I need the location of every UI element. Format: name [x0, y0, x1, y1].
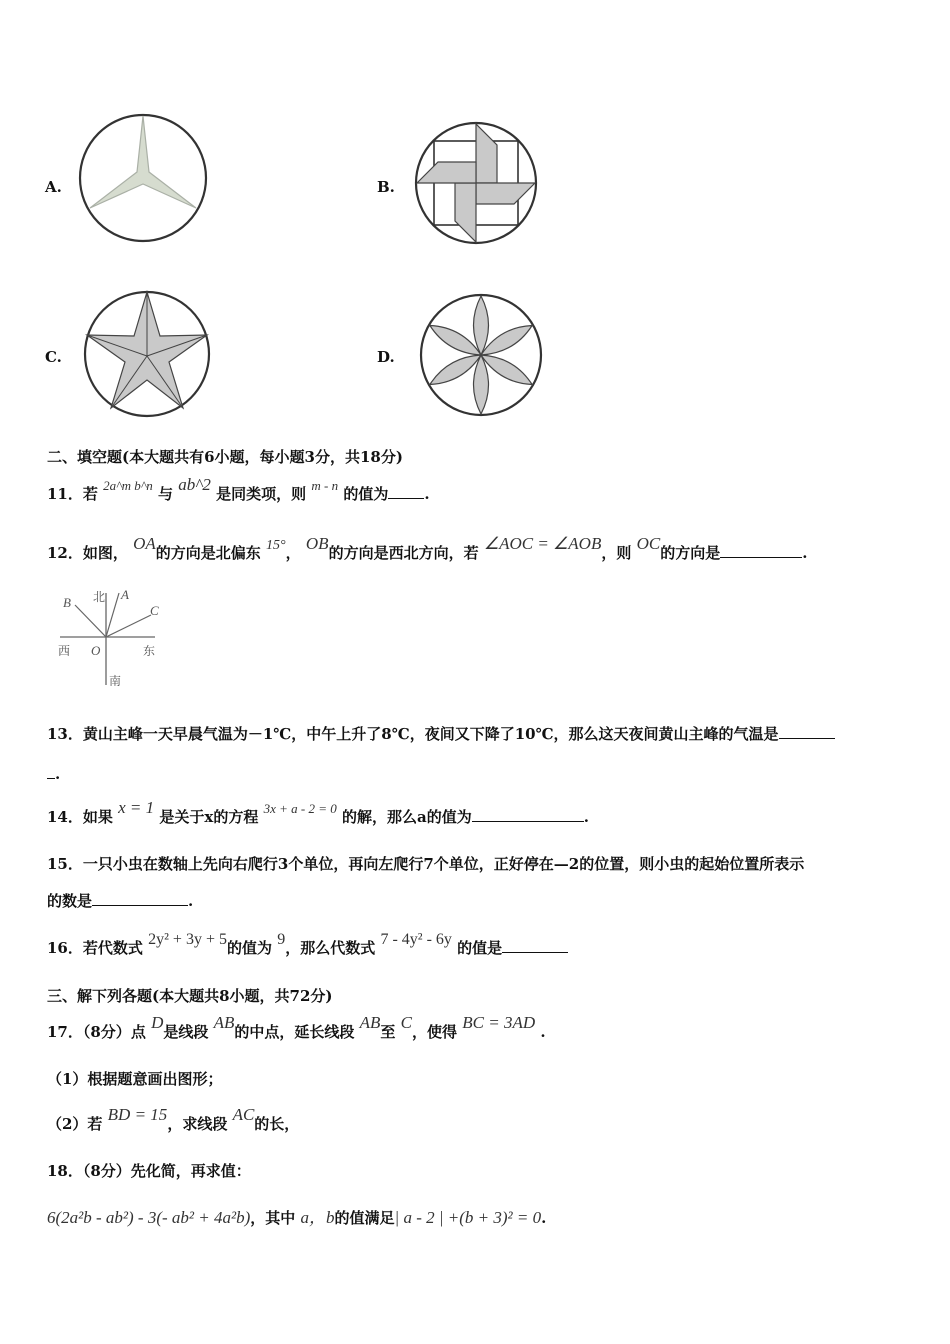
math-expression: 2a^m b^n: [103, 478, 153, 493]
three-blade-star-icon: [90, 116, 196, 208]
answer-blank: [502, 938, 568, 953]
north-label: 北: [93, 590, 106, 604]
math-expression: 9: [277, 931, 286, 948]
option-a-figure: [75, 110, 211, 246]
question-18-expression: 6(2a²b - ab²) - 3(- ab² + 4a²b)，其中 a，b的值满足| a - 2 | +(b + 3)² = 0.: [47, 1208, 547, 1227]
math-expression: BC = 3AD: [462, 1013, 536, 1032]
math-expression: m - n: [311, 478, 339, 493]
math-expression: D: [151, 1013, 164, 1032]
math-expression: BD = 15: [107, 1105, 168, 1124]
point-b-label: B: [63, 595, 71, 610]
section-2-heading: 二、填空题(本大题共有6小题，每小题3分，共18分): [47, 448, 403, 466]
question-18: 18．（8分）先化简，再求值：: [47, 1162, 251, 1180]
point-a-label: A: [121, 587, 129, 602]
question-13-continued: .: [47, 764, 60, 783]
question-12: 12．如图， OA的方向是北偏东 15°， OB的方向是西北方向，若 ∠AOC = ∠AOB，则 OC的方向是 .: [47, 534, 808, 562]
answer-blank: [92, 891, 188, 906]
option-d-figure: [418, 292, 544, 418]
math-expression: 7 - 4y² - 6y: [380, 931, 452, 948]
answer-blank: [472, 807, 584, 822]
section-3-heading: 三、解下列各题(本大题共8小题，共72分): [47, 987, 333, 1005]
math-expression: x = 1: [118, 798, 155, 817]
math-expression: OC: [636, 534, 661, 553]
compass-diagram: [55, 585, 165, 690]
question-16: 16．若代数式 2y² + 3y + 5的值为 9，那么代数式 7 - 4y² - 6y 的值是: [47, 937, 568, 958]
question-11: 11．若 2a^m b^n 与 ab^2 是同类项，则 m - n 的值为 .: [47, 475, 430, 503]
question-15-continued: 的数是 .: [47, 892, 194, 910]
east-label: 东: [143, 644, 156, 658]
question-13: 13．黄山主峰一天早晨气温为－1℃，中午上升了8℃，夜间又下降了10℃，那么这天夜间黄山主峰的气温是: [47, 723, 835, 744]
math-expression: 15°: [266, 538, 286, 553]
question-14: 14．如果 x = 1 是关于x的方程 3x + a - 2 = 0 的解，那么a的值为 .: [47, 798, 589, 826]
answer-blank: [47, 764, 55, 779]
math-expression: C: [400, 1013, 412, 1032]
answer-blank: [720, 543, 802, 558]
math-expression: | a - 2 | +(b + 3)² = 0: [394, 1208, 542, 1227]
point-o-label: O: [91, 643, 101, 658]
math-expression: AB: [359, 1013, 381, 1032]
math-expression: 2y² + 3y + 5: [148, 931, 227, 948]
option-c-label: C.: [45, 348, 62, 366]
answer-blank: [779, 724, 835, 739]
option-a-label: A.: [45, 178, 62, 196]
math-expression: OB: [305, 534, 329, 553]
math-expression: ∠AOC = ∠AOB: [483, 534, 602, 553]
math-expression: AC: [232, 1105, 255, 1124]
option-b-label: B.: [377, 178, 395, 196]
answer-blank: [388, 484, 424, 499]
question-15: 15．一只小虫在数轴上先向右爬行3个单位，再向左爬行7个单位，正好停在—2的位置，则小虫的起始位置所表示: [47, 855, 805, 873]
six-petal-flower-icon: [426, 296, 536, 414]
option-c-figure: [81, 288, 213, 420]
math-expression: ab^2: [178, 475, 211, 494]
math-expression: 6(2a²b - ab²) - 3(- ab² + 4a²b): [47, 1208, 251, 1227]
point-c-label: C: [150, 603, 159, 618]
south-label: 南: [109, 674, 122, 688]
math-expression: AB: [213, 1013, 235, 1032]
question-17-part-2: （2）若 BD = 15，求线段 AC的长，: [47, 1105, 300, 1133]
option-b-figure: [413, 120, 539, 246]
math-expression: OA: [133, 534, 156, 553]
option-d-label: D.: [377, 348, 395, 366]
question-17-part-1: （1）根据题意画出图形；: [47, 1070, 223, 1088]
math-expression: 3x + a - 2 = 0: [263, 801, 337, 816]
math-expression: a，b: [300, 1208, 335, 1227]
question-17: 17．（8分）点 D是线段 AB的中点，延长线段 AB至 C，使得 BC = 3AD .: [47, 1013, 546, 1041]
west-label: 西: [58, 644, 71, 658]
